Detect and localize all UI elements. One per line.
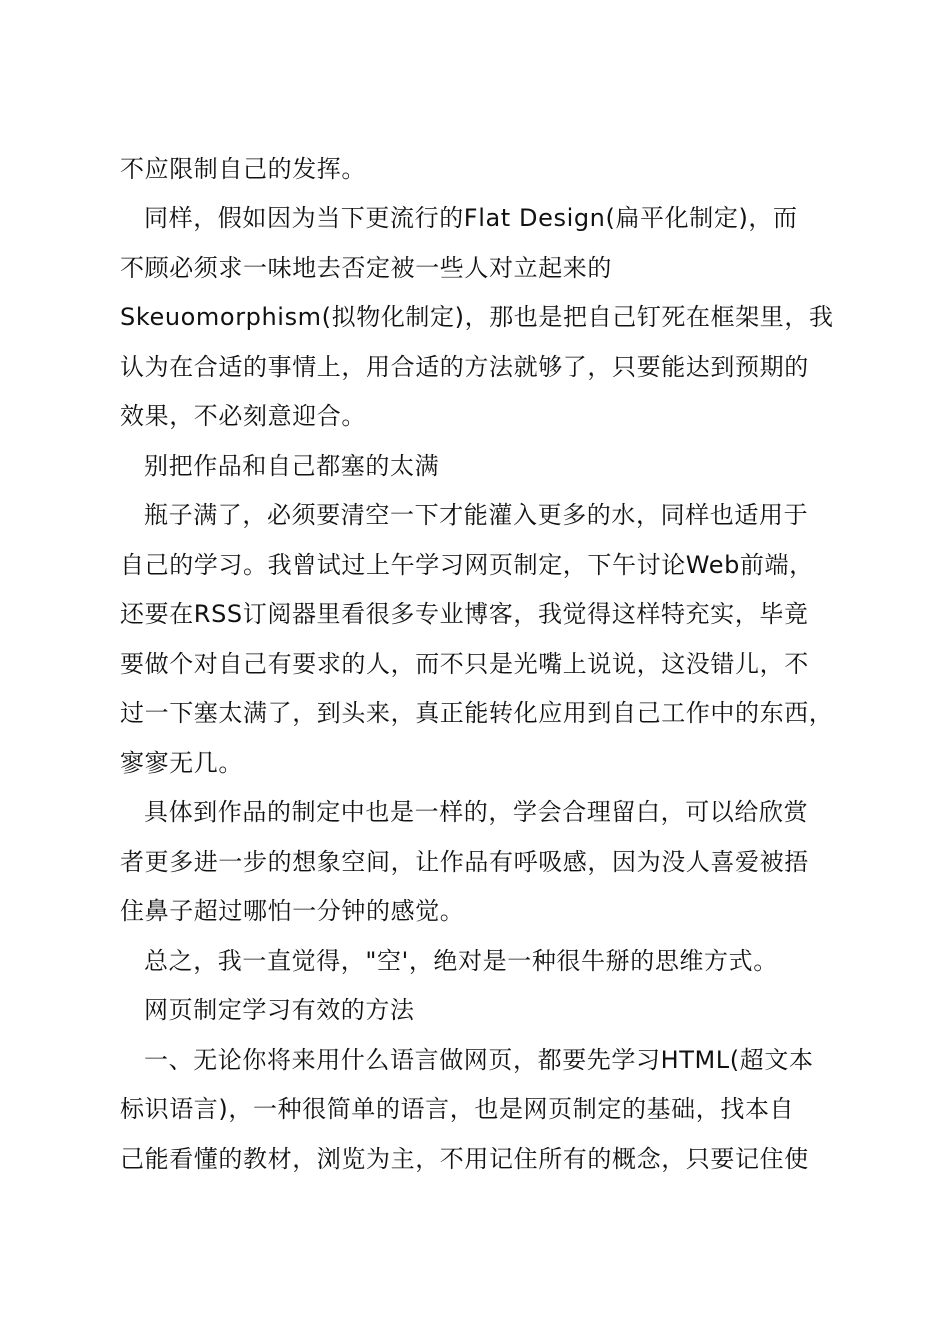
text-line: 不顾必须求一味地去否定被一些人对立起来的	[120, 254, 612, 282]
text-line: 一、无论你将来用什么语言做网页，都要先学习HTML(超文本	[144, 1046, 814, 1074]
text-line: 己能看懂的教材，浏览为主，不用记住所有的概念，只要记住使	[120, 1145, 809, 1173]
text-line: Skeuomorphism(拟物化制定)，那也是把自己钉死在框架里，我	[120, 303, 834, 331]
section-heading: 网页制定学习有效的方法	[144, 996, 415, 1024]
section-heading: 别把作品和自己都塞的太满	[144, 452, 440, 480]
text-line: 自己的学习。我曾试过上午学习网页制定，下午讨论Web前端，	[120, 551, 814, 579]
text-line: 者更多进一步的想象空间，让作品有呼吸感，因为没人喜爱被捂	[120, 848, 809, 876]
text-line: 不应限制自己的发挥。	[120, 155, 366, 183]
text-line: 住鼻子超过哪怕一分钟的感觉。	[120, 897, 465, 925]
text-line: 具体到作品的制定中也是一样的，学会合理留白，可以给欣赏	[144, 798, 809, 826]
text-line: 过一下塞太满了，到头来，真正能转化应用到自己工作中的东西，	[120, 699, 834, 727]
text-line: 总之，我一直觉得，"空'，绝对是一种很牛掰的思维方式。	[144, 947, 778, 975]
text-line: 认为在合适的事情上，用合适的方法就够了，只要能达到预期的	[120, 353, 809, 381]
text-line: 效果，不必刻意迎合。	[120, 402, 366, 430]
text-line: 要做个对自己有要求的人，而不只是光嘴上说说，这没错儿，不	[120, 650, 809, 678]
text-line: 寥寥无几。	[120, 749, 243, 777]
text-line: 还要在RSS订阅器里看很多专业博客，我觉得这样特充实，毕竟	[120, 600, 809, 628]
text-line: 同样，假如因为当下更流行的Flat Design(扁平化制定)，而	[144, 204, 798, 232]
text-line: 标识语言)，一种很简单的语言，也是网页制定的基础，找本自	[120, 1095, 795, 1123]
text-line: 瓶子满了，必须要清空一下才能灌入更多的水，同样也适用于	[144, 501, 809, 529]
